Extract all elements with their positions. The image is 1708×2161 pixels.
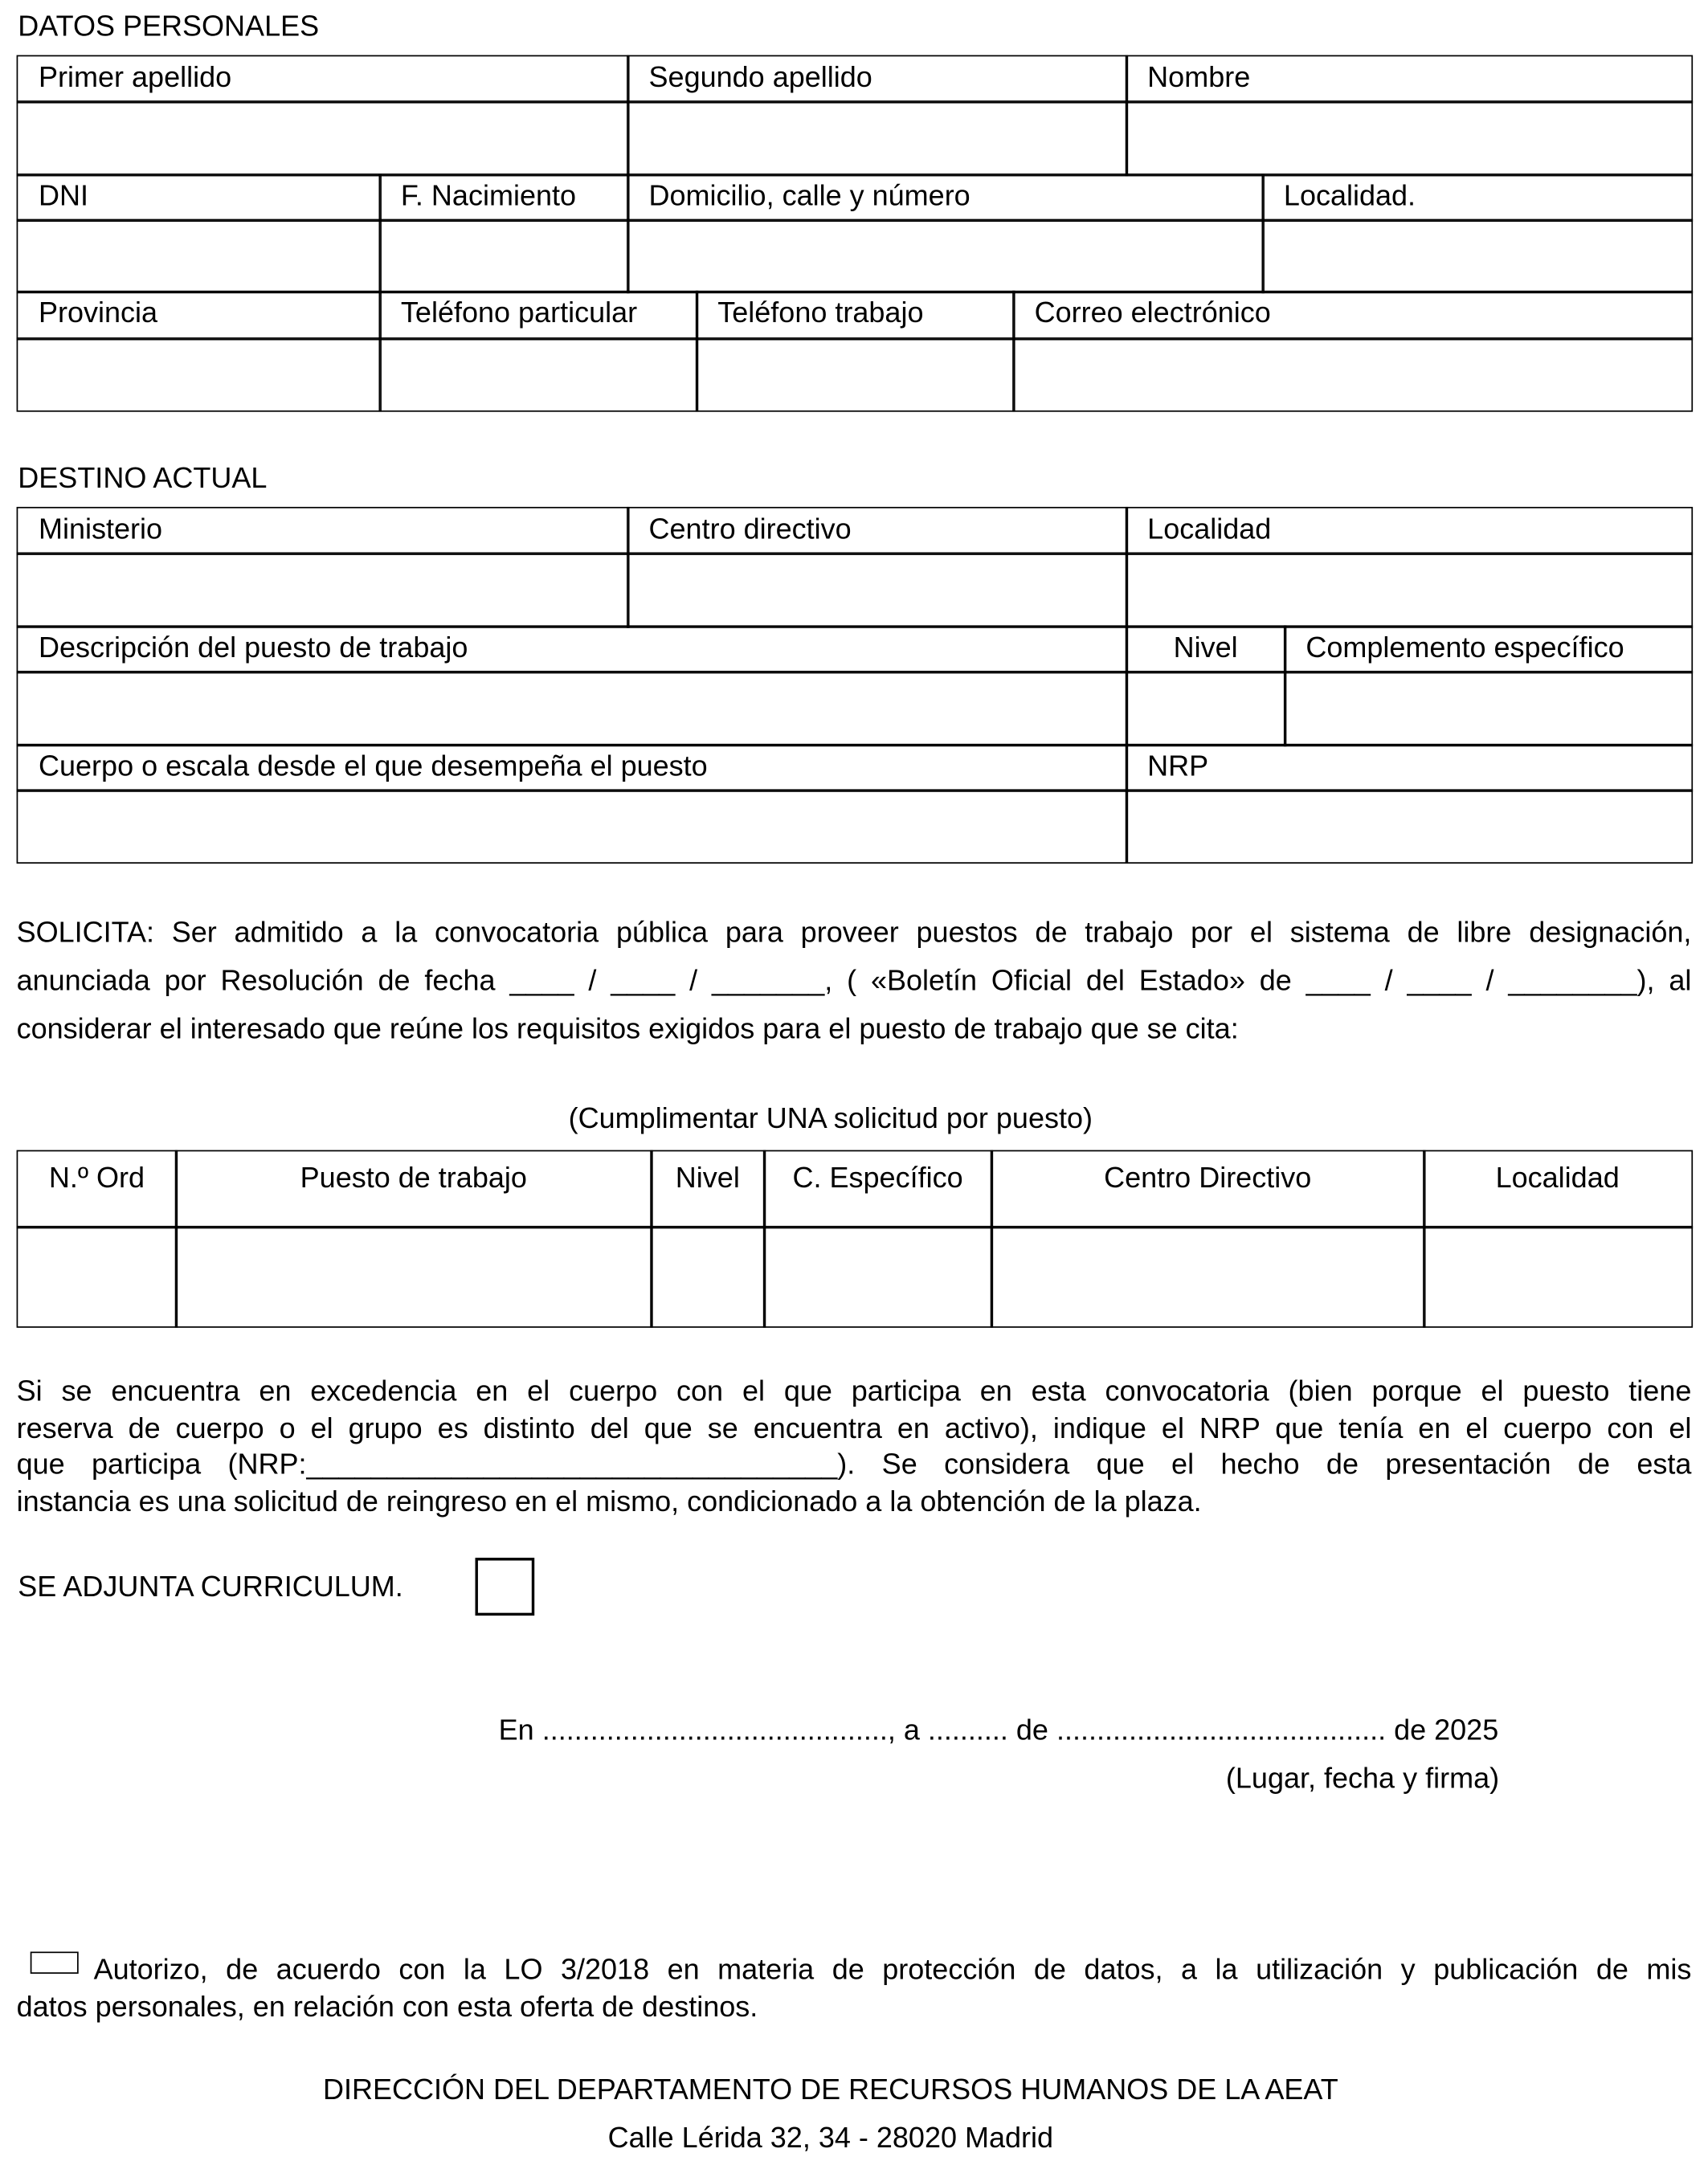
solicita-line: considerar el interesado que reúne los requisitos exigidos para el puesto de trabajo que se cita:: [16, 1013, 1239, 1046]
destino-actual-input-field[interactable]: [17, 553, 629, 627]
puesto-input-field[interactable]: [650, 1226, 765, 1327]
datos-personales-label: Teléfono particular: [378, 291, 697, 340]
one-application-note: (Cumplimentar UNA solicitud por puesto): [568, 1103, 1093, 1135]
datos-personales-label: Localidad.: [1261, 174, 1692, 221]
datos-personales-input-field[interactable]: [378, 219, 628, 293]
signature-place-date-line[interactable]: En ..........................................., a .......... de ......................................... de 2025: [498, 1714, 1499, 1746]
datos-personales-input-field[interactable]: [17, 100, 629, 175]
destino-actual-label: Descripción del puesto de trabajo: [17, 625, 1128, 672]
destino-actual-label: Cuerpo o escala desde el que desempeña el puesto: [17, 744, 1128, 791]
destino-actual-label: Centro directivo: [627, 507, 1127, 554]
puesto-input-field[interactable]: [17, 1226, 178, 1327]
destino-actual-input-field[interactable]: [1126, 789, 1693, 863]
puesto-input-field[interactable]: [991, 1226, 1425, 1327]
datos-personales-input-field[interactable]: [696, 337, 1015, 411]
destino-actual-input-field[interactable]: [17, 789, 1128, 863]
signature-caption: (Lugar, fecha y firma): [1225, 1763, 1500, 1795]
solicita-line: SOLICITA: Ser admitido a la convocatoria pública para proveer puestos de trabajo por el sistema de libre designación,: [16, 917, 1692, 950]
destino-actual-input-field[interactable]: [1284, 671, 1692, 746]
destino-actual-input-field[interactable]: [17, 671, 1128, 746]
destino-actual-input-field[interactable]: [1126, 671, 1286, 746]
datos-personales-label: Segundo apellido: [627, 55, 1127, 103]
puesto-label: Nivel: [650, 1150, 765, 1228]
datos-personales-label: Teléfono trabajo: [696, 291, 1015, 340]
destino-actual-label: NRP: [1126, 744, 1693, 791]
datos-personales-input-field[interactable]: [1261, 219, 1692, 293]
excedencia-line: reserva de cuerpo o el grupo es distinto del que se encuentra en activo), indique el NRP que tenía en el cuerpo con el: [16, 1412, 1692, 1444]
puesto-label: Centro Directivo: [991, 1150, 1425, 1228]
datos-personales-label: F. Nacimiento: [378, 174, 628, 221]
datos-personales-input-field[interactable]: [378, 337, 697, 411]
puesto-label: N.º Ord: [17, 1150, 178, 1228]
section-title-datos-personales: DATOS PERSONALES: [18, 10, 320, 43]
curriculum-checkbox[interactable]: [476, 1558, 535, 1616]
datos-personales-input-field[interactable]: [627, 219, 1264, 293]
puesto-label: C. Específico: [763, 1150, 992, 1228]
puesto-input-field[interactable]: [175, 1226, 652, 1327]
nrp-field-line[interactable]: que participa (NRP:_________________________________). Se considera que el hecho de presentación de esta: [16, 1448, 1692, 1481]
datos-personales-label: Primer apellido: [17, 55, 629, 103]
datos-personales-input-field[interactable]: [17, 219, 381, 293]
solicita-line[interactable]: anunciada por Resolución de fecha ____ / ____ / _______, ( «Boletín Oficial del Estado» de ____ / ____ / ________), al: [16, 965, 1692, 998]
puesto-input-field[interactable]: [1423, 1226, 1692, 1327]
destino-actual-label: Localidad: [1126, 507, 1693, 554]
autorizo-paragraph: [17, 1951, 1692, 2026]
solicita-paragraph: [17, 909, 1692, 1054]
datos-personales-label: Domicilio, calle y número: [627, 174, 1264, 221]
autorizo-line: Autorizo, de acuerdo con la LO 3/2018 en materia de protección de datos, a la utilización y publicación de mis: [93, 1954, 1692, 1987]
excedencia-line: instancia es una solicitud de reingreso en el mismo, condicionado a la obtención de la plaza.: [16, 1485, 1202, 1518]
puesto-label: Localidad: [1423, 1150, 1692, 1228]
footer-department: DIRECCIÓN DEL DEPARTAMENTO DE RECURSOS HUMANOS DE LA AEAT: [322, 2074, 1338, 2106]
curriculum-label: SE ADJUNTA CURRICULUM.: [18, 1571, 403, 1603]
autorizo-line: datos personales, en relación con esta oferta de destinos.: [16, 1991, 758, 2024]
datos-personales-label: Nombre: [1126, 55, 1693, 103]
datos-personales-input-field[interactable]: [627, 100, 1127, 175]
footer-address: Calle Lérida 32, 34 - 28020 Madrid: [607, 2122, 1054, 2155]
excedencia-line: Si se encuentra en excedencia en el cuerpo con el que participa en esta convocatoria (bien porque el puesto tiene: [16, 1375, 1692, 1408]
datos-personales-label: Provincia: [17, 291, 381, 340]
destino-actual-label: Nivel: [1126, 625, 1286, 672]
section-title-destino-actual: DESTINO ACTUAL: [18, 463, 268, 495]
excedencia-paragraph: [17, 1375, 1692, 1521]
datos-personales-input-field[interactable]: [1012, 337, 1692, 411]
datos-personales-input-field[interactable]: [17, 337, 381, 411]
datos-personales-input-field[interactable]: [1126, 100, 1693, 175]
puesto-label: Puesto de trabajo: [175, 1150, 652, 1228]
destino-actual-input-field[interactable]: [627, 553, 1127, 627]
puesto-input-field[interactable]: [763, 1226, 992, 1327]
destino-actual-label: Ministerio: [17, 507, 629, 554]
datos-personales-label: DNI: [17, 174, 381, 221]
destino-actual-input-field[interactable]: [1126, 553, 1693, 627]
datos-personales-label: Correo electrónico: [1012, 291, 1692, 340]
destino-actual-label: Complemento específico: [1284, 625, 1692, 672]
